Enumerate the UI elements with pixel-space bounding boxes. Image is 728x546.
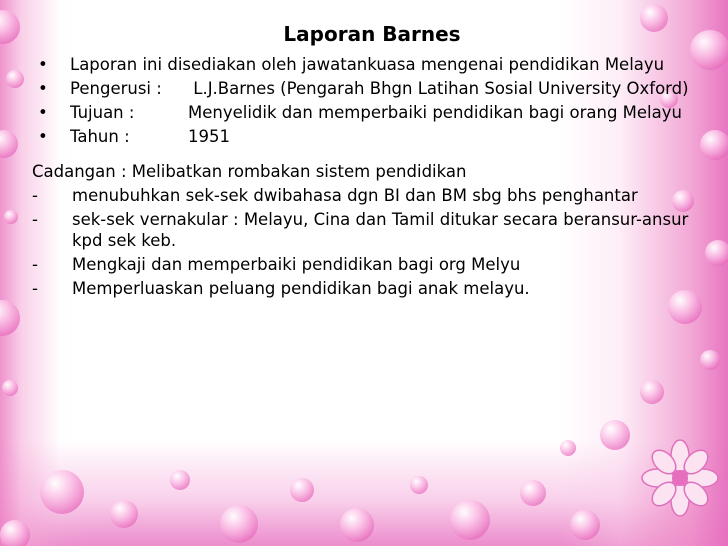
bubble-decoration bbox=[0, 300, 20, 336]
recommendations-section bbox=[32, 161, 702, 299]
list-item bbox=[32, 126, 702, 147]
dash-icon: - bbox=[32, 255, 38, 274]
year-value: 1951 bbox=[188, 127, 230, 146]
bubble-decoration bbox=[560, 440, 576, 456]
list-item bbox=[32, 278, 702, 299]
bubble-decoration bbox=[705, 240, 728, 266]
list-item bbox=[32, 102, 702, 123]
bullet-icon: • bbox=[38, 79, 48, 98]
list-item bbox=[32, 254, 702, 275]
bubble-decoration bbox=[0, 520, 30, 546]
bullet-list bbox=[32, 54, 702, 147]
recommendation-text: Mengkaji dan memperbaiki pendidikan bagi org Melyu bbox=[72, 255, 521, 274]
year-label: Tahun : bbox=[70, 127, 130, 146]
objective-label: Tujuan : bbox=[70, 103, 135, 122]
list-item bbox=[32, 54, 702, 75]
recommendation-text: Memperluaskan peluang pendidikan bagi anak melayu. bbox=[72, 279, 530, 298]
bubble-decoration bbox=[40, 470, 84, 514]
bullet-text: Laporan ini disediakan oleh jawatankuasa mengenai pendidikan Melayu bbox=[70, 55, 665, 74]
bubble-decoration bbox=[110, 500, 138, 528]
objective-value: Menyelidik dan memperbaiki pendidikan bagi orang Melayu bbox=[188, 103, 682, 122]
bubble-decoration bbox=[6, 70, 24, 88]
bubble-decoration bbox=[520, 480, 546, 506]
bubble-decoration bbox=[570, 510, 600, 540]
dash-icon: - bbox=[32, 186, 38, 205]
chairman-value: L.J.Barnes (Pengarah Bhgn Latihan Sosial University Oxford) bbox=[188, 79, 689, 98]
bubble-decoration bbox=[700, 350, 720, 370]
bubble-decoration bbox=[410, 476, 428, 494]
flower-icon bbox=[640, 438, 720, 518]
bubble-decoration bbox=[340, 508, 374, 542]
bubble-decoration bbox=[600, 420, 630, 450]
dash-icon: - bbox=[32, 210, 38, 229]
dash-icon: - bbox=[32, 279, 38, 298]
bubble-decoration bbox=[220, 505, 258, 543]
recommendation-text: sek-sek vernakular : Melayu, Cina dan Tamil ditukar secara beransur-ansur kpd sek keb. bbox=[72, 210, 689, 250]
bubble-decoration bbox=[450, 500, 490, 540]
bubble-decoration bbox=[640, 380, 664, 404]
bubble-decoration bbox=[700, 130, 728, 160]
bubble-decoration bbox=[4, 210, 18, 224]
list-item bbox=[32, 78, 702, 99]
bubble-decoration bbox=[0, 10, 20, 44]
chairman-label: Pengerusi : bbox=[70, 79, 162, 98]
list-item bbox=[32, 185, 702, 206]
bullet-icon: • bbox=[38, 55, 48, 74]
slide-title: Laporan Barnes bbox=[283, 22, 461, 46]
bubble-decoration bbox=[290, 478, 314, 502]
bullet-icon: • bbox=[38, 103, 48, 122]
bullet-icon: • bbox=[38, 127, 48, 146]
bubble-decoration bbox=[0, 130, 18, 158]
bubble-decoration bbox=[2, 380, 18, 396]
recommendation-text: menubuhkan sek-sek dwibahasa dgn BI dan BM sbg bhs penghantar bbox=[72, 186, 638, 205]
recommendations-heading: Cadangan : Melibatkan rombakan sistem pendidikan bbox=[32, 162, 467, 181]
recommendations-list bbox=[32, 185, 702, 299]
list-item bbox=[32, 209, 702, 251]
bubble-decoration bbox=[170, 470, 190, 490]
slide-content bbox=[32, 16, 702, 302]
